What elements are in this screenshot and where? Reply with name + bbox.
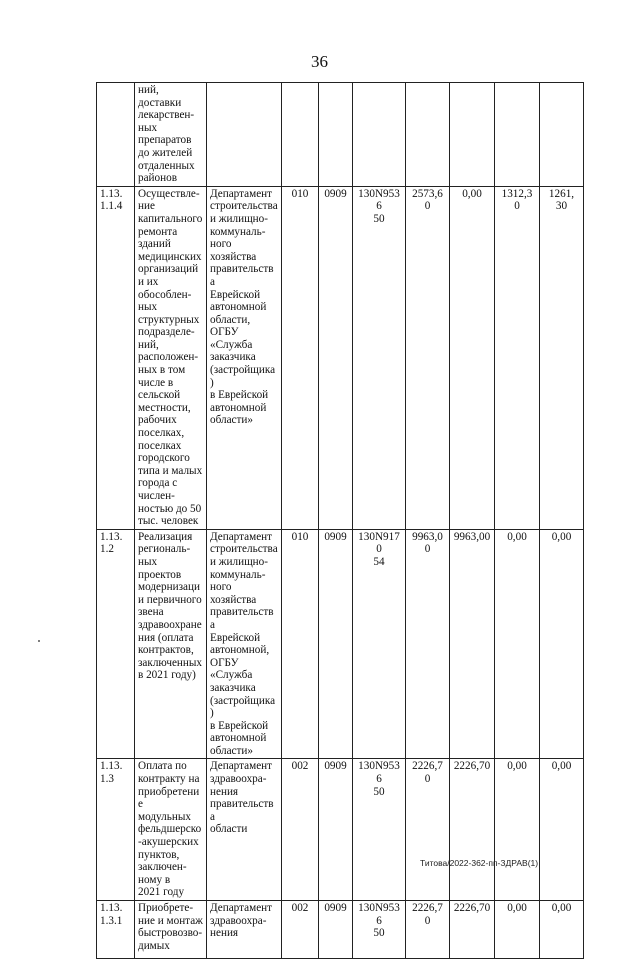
year1-amount: 2226,70 bbox=[450, 901, 495, 959]
year2-amount: 0,00 bbox=[495, 901, 540, 959]
year2-amount: 1312,3 0 bbox=[495, 186, 540, 529]
executor: Департамент строительства и жилищно- коммуналь- ного хозяйства правительства Еврейской автономной, ОГБУ «Служба заказчика (застройщика) в Еврейской автономной области» bbox=[207, 529, 282, 759]
measure-name: ний, доставки лекарствен- ных препаратов до жителей отдаленных районов bbox=[135, 83, 207, 187]
executor: Департамент здравоохра- нения правительства области bbox=[207, 759, 282, 901]
row-number: 1.13. 1.1.4 bbox=[97, 186, 135, 529]
row-number: 1.13. 1.2 bbox=[97, 529, 135, 759]
year3-amount: 0,00 bbox=[540, 759, 584, 901]
grbs-code: 002 bbox=[282, 901, 319, 959]
total-amount: 2226,7 0 bbox=[406, 759, 450, 901]
grbs-code: 010 bbox=[282, 186, 319, 529]
measure-name: Осуществле- ние капитального ремонта зданий медицинских организаций и их обособлен- ных структурных подразделе- ний, расположен- ных в том числе в сельской местности, рабочих поселках, поселках городского типа и малых города с числен- ностью до 50 тыс. человек bbox=[135, 186, 207, 529]
grbs-code: 010 bbox=[282, 529, 319, 759]
grbs-code: 002 bbox=[282, 759, 319, 901]
year3-amount: 1261, 30 bbox=[540, 186, 584, 529]
year2-amount: 0,00 bbox=[495, 759, 540, 901]
rzpr-code bbox=[319, 83, 353, 187]
year1-amount: 0,00 bbox=[450, 186, 495, 529]
year3-amount bbox=[540, 83, 584, 187]
row-number: 1.13. 1.3.1 bbox=[97, 901, 135, 959]
executor: Департамент здравоохра- нения bbox=[207, 901, 282, 959]
year1-amount: 9963,00 bbox=[450, 529, 495, 759]
csr-code: 130N9536 50 bbox=[353, 186, 406, 529]
year1-amount: 2226,70 bbox=[450, 759, 495, 901]
table-row bbox=[97, 83, 584, 187]
csr-code: 130N9536 50 bbox=[353, 901, 406, 959]
year2-amount: 0,00 bbox=[495, 529, 540, 759]
table-row bbox=[97, 901, 584, 959]
grbs-code bbox=[282, 83, 319, 187]
executor: Департамент строительства и жилищно- коммуналь- ного хозяйства правительства Еврейской автономной области, ОГБУ «Служба заказчика (застройщика) в Еврейской автономной области» bbox=[207, 186, 282, 529]
total-amount bbox=[406, 83, 450, 187]
total-amount: 2226,7 0 bbox=[406, 901, 450, 959]
document-footer: Титова/2022-362-пп-ЗДРАВ(1) bbox=[420, 858, 539, 868]
rzpr-code: 0909 bbox=[319, 186, 353, 529]
measure-name: Оплата по контракту на приобретение модульных фельдшерско -акушерских пунктов, заключен- ному в 2021 году bbox=[135, 759, 207, 901]
table-row bbox=[97, 529, 584, 759]
scan-speck bbox=[38, 640, 40, 642]
table-row bbox=[97, 186, 584, 529]
year2-amount bbox=[495, 83, 540, 187]
row-number: 1.13. 1.3 bbox=[97, 759, 135, 901]
csr-code: 130N9536 50 bbox=[353, 759, 406, 901]
year3-amount: 0,00 bbox=[540, 529, 584, 759]
year1-amount bbox=[450, 83, 495, 187]
budget-table bbox=[96, 82, 584, 959]
page-number: 36 bbox=[311, 52, 328, 71]
measure-name: Приобрете- ние и монтаж быстровозво- димых bbox=[135, 901, 207, 959]
year3-amount: 0,00 bbox=[540, 901, 584, 959]
total-amount: 2573,6 0 bbox=[406, 186, 450, 529]
csr-code bbox=[353, 83, 406, 187]
total-amount: 9963,0 0 bbox=[406, 529, 450, 759]
table-row bbox=[97, 759, 584, 901]
rzpr-code: 0909 bbox=[319, 759, 353, 901]
rzpr-code: 0909 bbox=[319, 901, 353, 959]
csr-code: 130N9170 54 bbox=[353, 529, 406, 759]
row-number bbox=[97, 83, 135, 187]
measure-name: Реализация региональ- ных проектов модернизаци и первичного звена здравоохране ния (оплата контрактов, заключенных в 2021 году) bbox=[135, 529, 207, 759]
rzpr-code: 0909 bbox=[319, 529, 353, 759]
executor bbox=[207, 83, 282, 187]
